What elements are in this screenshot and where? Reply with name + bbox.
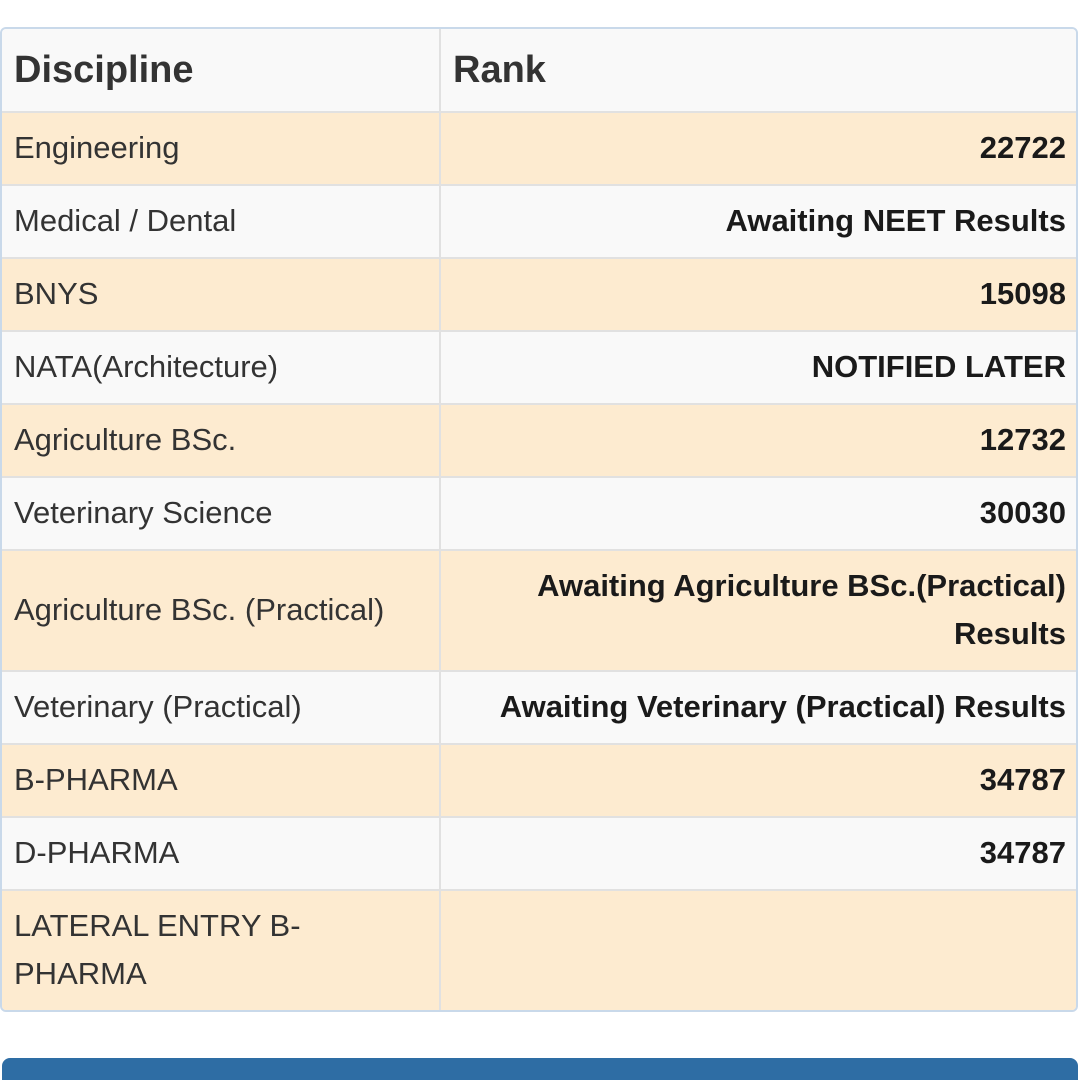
table-row (2, 550, 1076, 671)
rank-cell: Awaiting Veterinary (Practical) Results (440, 671, 1076, 744)
rank-cell: 12732 (440, 404, 1076, 477)
rank-cell: 34787 (440, 744, 1076, 817)
table-row (2, 112, 1076, 185)
discipline-cell: Medical / Dental (2, 185, 440, 258)
discipline-cell: Agriculture BSc. (Practical) (2, 550, 440, 671)
discipline-cell: LATERAL ENTRY B-PHARMA (2, 890, 440, 1010)
rank-cell: Awaiting NEET Results (440, 185, 1076, 258)
table-row (2, 477, 1076, 550)
discipline-cell: Veterinary (Practical) (2, 671, 440, 744)
table-row (2, 671, 1076, 744)
rank-cell: 34787 (440, 817, 1076, 890)
discipline-cell: Engineering (2, 112, 440, 185)
table-row (2, 331, 1076, 404)
rank-cell: NOTIFIED LATER (440, 331, 1076, 404)
bottom-panel-header (2, 1058, 1078, 1080)
rank-column-header: Rank (440, 29, 1076, 112)
rank-cell: 15098 (440, 258, 1076, 331)
rank-table (2, 29, 1076, 1010)
table-row (2, 890, 1076, 1010)
table-row (2, 404, 1076, 477)
discipline-cell: NATA(Architecture) (2, 331, 440, 404)
rank-cell: 30030 (440, 477, 1076, 550)
table-row (2, 258, 1076, 331)
table-header-row (2, 29, 1076, 112)
discipline-cell: D-PHARMA (2, 817, 440, 890)
rank-cell: 22722 (440, 112, 1076, 185)
table-row (2, 185, 1076, 258)
discipline-cell: Veterinary Science (2, 477, 440, 550)
discipline-cell: Agriculture BSc. (2, 404, 440, 477)
discipline-column-header: Discipline (2, 29, 440, 112)
rank-table-container (0, 27, 1078, 1012)
table-row (2, 817, 1076, 890)
discipline-cell: B-PHARMA (2, 744, 440, 817)
discipline-cell: BNYS (2, 258, 440, 331)
rank-cell (440, 890, 1076, 1010)
table-row (2, 744, 1076, 817)
rank-cell: Awaiting Agriculture BSc.(Practical) Results (440, 550, 1076, 671)
